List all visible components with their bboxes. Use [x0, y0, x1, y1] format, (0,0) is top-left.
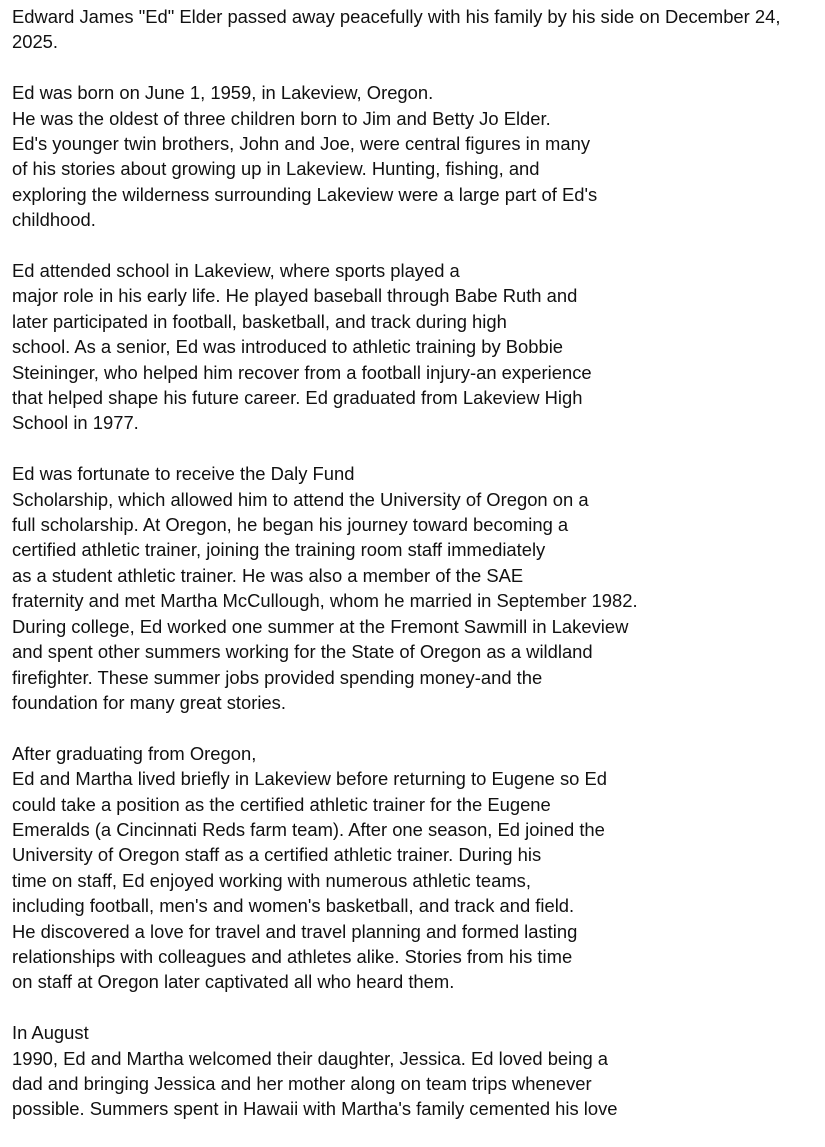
text-line: Ed and Martha lived briefly in Lakeview before returning to Eugene so Ed — [12, 768, 607, 790]
text-line: Ed's younger twin brothers, John and Joe, were central figures in many — [12, 133, 591, 155]
text-line: During college, Ed worked one summer at the Fremont Sawmill in Lakeview — [12, 615, 629, 637]
paragraph-birth — [12, 80, 822, 232]
text-line: school. As a senior, Ed was introduced to athletic training by Bobbie — [12, 336, 564, 358]
text-line: He discovered a love for travel and travel planning and formed lasting — [12, 920, 578, 942]
text-line: later participated in football, basketball, and track during high — [12, 310, 507, 332]
text-line: 1990, Ed and Martha welcomed their daughter, Jessica. Ed loved being a — [12, 1047, 609, 1069]
text-line: In August — [12, 1022, 89, 1044]
paragraph-career — [12, 741, 822, 995]
paragraph-passing — [12, 4, 822, 55]
text-line: firefighter. These summer jobs provided spending money-and the — [12, 666, 543, 688]
obituary-document — [12, 4, 822, 1147]
text-line: and spent other summers working for the State of Oregon as a wildland — [12, 641, 593, 663]
text-line: on staff at Oregon later captivated all who heard them. — [12, 971, 455, 993]
text-line: 2025. — [12, 31, 59, 53]
text-line: as a student athletic trainer. He was also a member of the SAE — [12, 564, 524, 586]
text-line: fraternity and met Martha McCullough, whom he married in September 1982. — [12, 590, 638, 612]
text-line: foundation for many great stories. — [12, 691, 286, 713]
text-line: Steininger, who helped him recover from a football injury-an experience — [12, 361, 592, 383]
text-line: full scholarship. At Oregon, he began his journey toward becoming a — [12, 514, 569, 536]
text-line: University of Oregon staff as a certified athletic trainer. During his — [12, 844, 542, 866]
text-line: certified athletic trainer, joining the training room staff immediately — [12, 539, 546, 561]
text-line: Scholarship, which allowed him to attend the University of Oregon on a — [12, 488, 589, 510]
text-line: time on staff, Ed enjoyed working with numerous athletic teams, — [12, 869, 531, 891]
paragraph-school — [12, 258, 822, 436]
text-line: could take a position as the certified athletic trainer for the Eugene — [12, 793, 551, 815]
text-line: He was the oldest of three children born to Jim and Betty Jo Elder. — [12, 107, 551, 129]
text-line: childhood. — [12, 209, 96, 231]
text-line: Edward James "Ed" Elder passed away peacefully with his family by his side on December 24, — [12, 6, 781, 27]
text-line: relationships with colleagues and athletes alike. Stories from his time — [12, 945, 573, 967]
text-line: School in 1977. — [12, 412, 139, 434]
paragraph-college — [12, 461, 822, 715]
text-line: Ed attended school in Lakeview, where sports played a — [12, 260, 460, 282]
text-line: Emeralds (a Cincinnati Reds farm team). After one season, Ed joined the — [12, 818, 605, 840]
text-line: exploring the wilderness surrounding Lakeview were a large part of Ed's — [12, 183, 598, 205]
text-line: After graduating from Oregon, — [12, 742, 257, 764]
text-line: dad and bringing Jessica and her mother along on team trips whenever — [12, 1072, 592, 1094]
text-line: Ed was born on June 1, 1959, in Lakeview, Oregon. — [12, 82, 434, 104]
text-line: Ed was fortunate to receive the Daly Fund — [12, 463, 355, 485]
text-line: of his stories about growing up in Lakeview. Hunting, fishing, and — [12, 158, 540, 180]
paragraph-family — [12, 1020, 822, 1122]
text-line: including football, men's and women's basketball, and track and field. — [12, 895, 575, 917]
text-line: major role in his early life. He played baseball through Babe Ruth and — [12, 285, 578, 307]
text-line: possible. Summers spent in Hawaii with Martha's family cemented his love — [12, 1098, 618, 1120]
text-line: that helped shape his future career. Ed graduated from Lakeview High — [12, 387, 583, 409]
